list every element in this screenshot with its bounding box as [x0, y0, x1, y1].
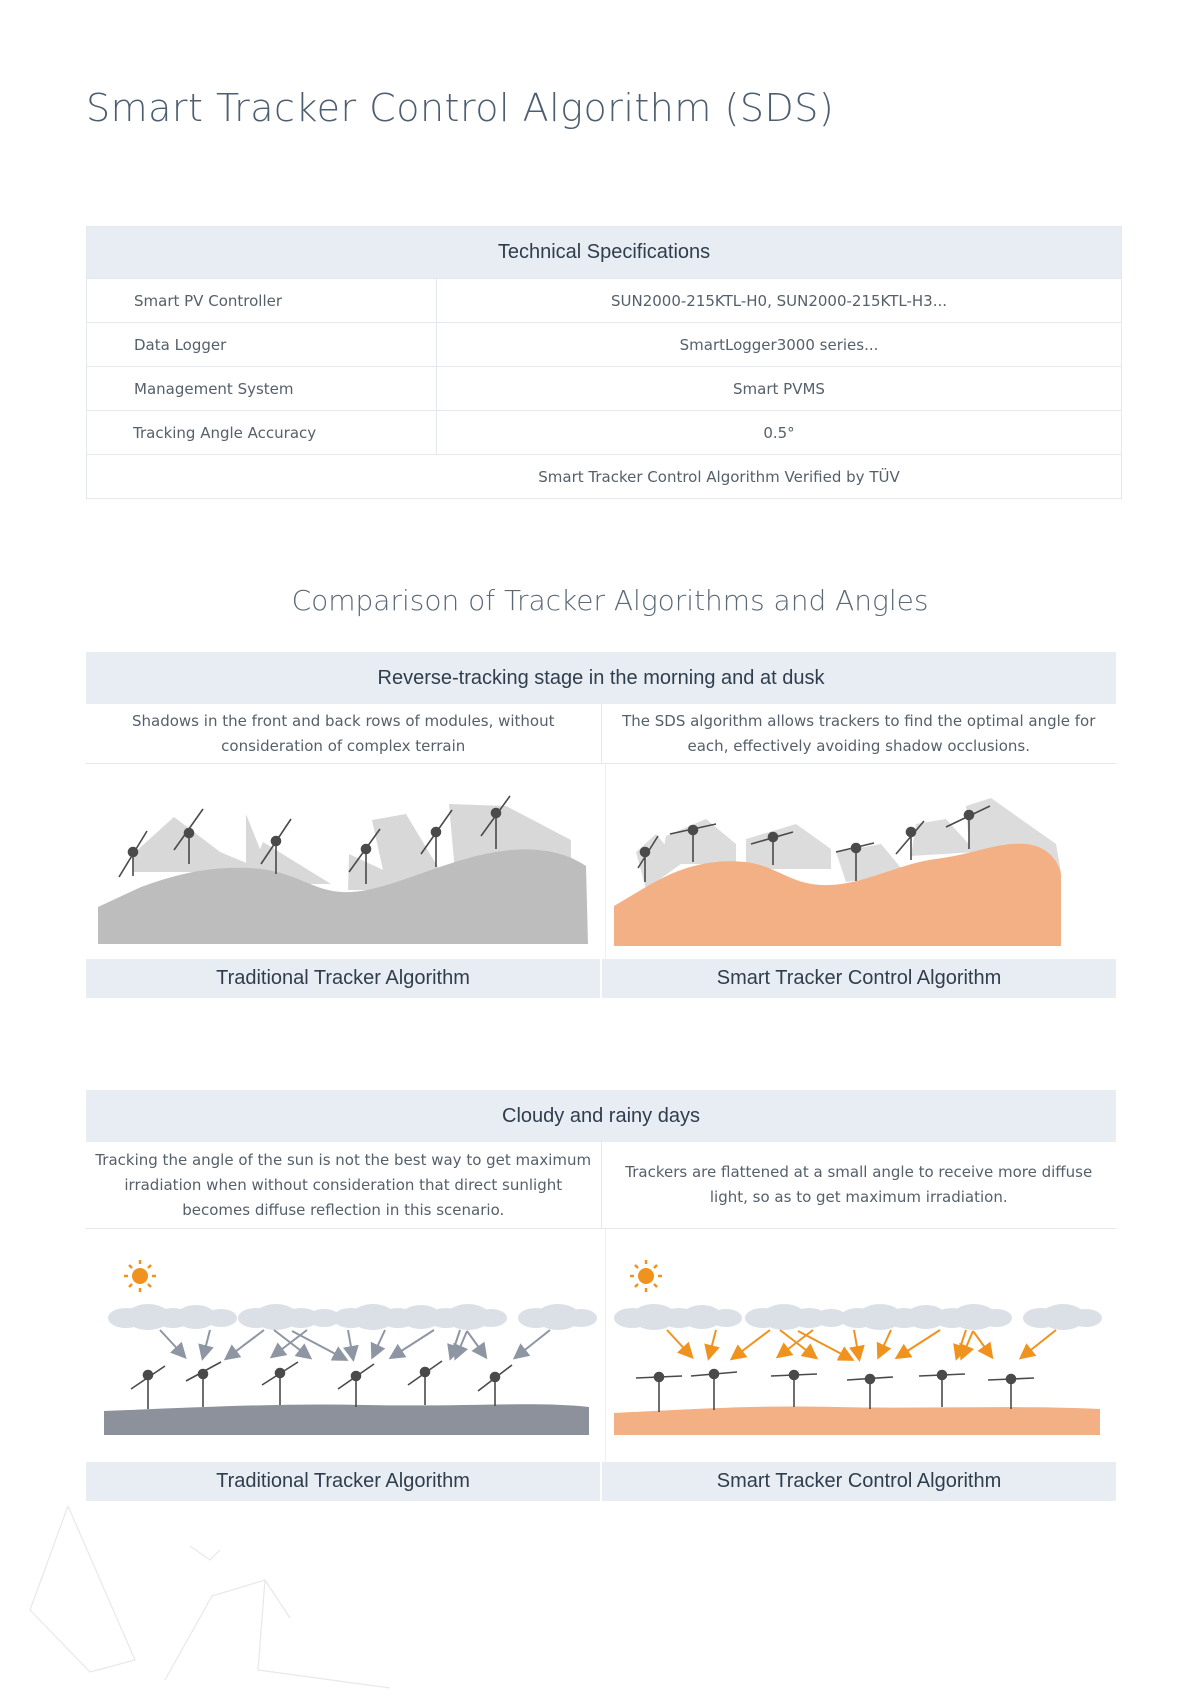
decorative-lines	[0, 1490, 420, 1697]
description-row	[86, 1142, 1116, 1229]
cloud-icon	[108, 1304, 597, 1330]
page-title: Smart Tracker Control Algorithm (SDS)	[86, 86, 835, 130]
caption-row	[86, 959, 1116, 998]
smart-caption: Smart Tracker Control Algorithm	[716, 967, 1002, 989]
spec-footer-row	[87, 454, 1121, 498]
spec-label: Tracking Angle Accuracy	[87, 411, 437, 454]
panel-header: Cloudy and rainy days	[86, 1090, 1116, 1142]
sun-icon	[124, 1260, 156, 1292]
smart-illustration	[606, 764, 1116, 959]
traditional-illustration	[86, 1229, 606, 1462]
smart-description: The SDS algorithm allows trackers to find the optimal angle for each, effectively avoiding shadow occlusions.	[622, 711, 1096, 755]
spec-row	[87, 410, 1121, 454]
comparison-title: Comparison of Tracker Algorithms and Angles	[291, 584, 929, 617]
traditional-description: Tracking the angle of the sun is not the best way to get maximum irradiation when without consideration that direct sunlight becomes diffuse reflection in this scenario.	[86, 1142, 602, 1228]
panel-header: Reverse-tracking stage in the morning and at dusk	[86, 652, 1116, 704]
spec-value: SmartLogger3000 series...	[679, 335, 879, 354]
spec-row	[87, 322, 1121, 366]
traditional-illustration	[86, 764, 606, 959]
cloudy-days-panel	[86, 1090, 1116, 1501]
traditional-caption: Traditional Tracker Algorithm	[86, 1462, 602, 1501]
spec-value: Smart PVMS	[733, 379, 825, 398]
spec-label: Data Logger	[87, 323, 437, 366]
spec-table-header: Technical Specifications	[87, 227, 1121, 278]
arrow-icon	[160, 1330, 550, 1359]
spec-value: 0.5°	[763, 423, 795, 442]
traditional-caption: Traditional Tracker Algorithm	[86, 959, 602, 998]
spec-label: Smart PV Controller	[87, 279, 437, 322]
reverse-tracking-panel	[86, 652, 1116, 998]
description-row	[86, 704, 1116, 764]
sun-icon	[630, 1260, 662, 1292]
illustration-row	[86, 1229, 1116, 1462]
terrain	[104, 1404, 589, 1435]
spec-footer: Smart Tracker Control Algorithm Verified by TÜV	[538, 467, 900, 486]
spec-label: Management System	[87, 367, 437, 410]
smart-caption: Smart Tracker Control Algorithm	[716, 1470, 1002, 1492]
spec-table	[86, 226, 1122, 499]
traditional-description: Shadows in the front and back rows of modules, without consideration of complex terrain	[86, 704, 602, 763]
tracker-icon	[131, 1361, 512, 1409]
tracker-icon	[636, 1370, 1034, 1413]
smart-description: Trackers are flattened at a small angle to receive more diffuse light, so as to get maximum irradiation.	[625, 1163, 1093, 1206]
smart-illustration	[606, 1229, 1116, 1462]
spec-row	[87, 366, 1121, 410]
arrow-icon	[667, 1330, 1056, 1359]
cloud-icon	[614, 1304, 1102, 1330]
spec-value: SUN2000-215KTL-H0, SUN2000-215KTL-H3...	[610, 291, 948, 310]
spec-row	[87, 278, 1121, 322]
terrain	[614, 1406, 1100, 1435]
illustration-row	[86, 764, 1116, 959]
